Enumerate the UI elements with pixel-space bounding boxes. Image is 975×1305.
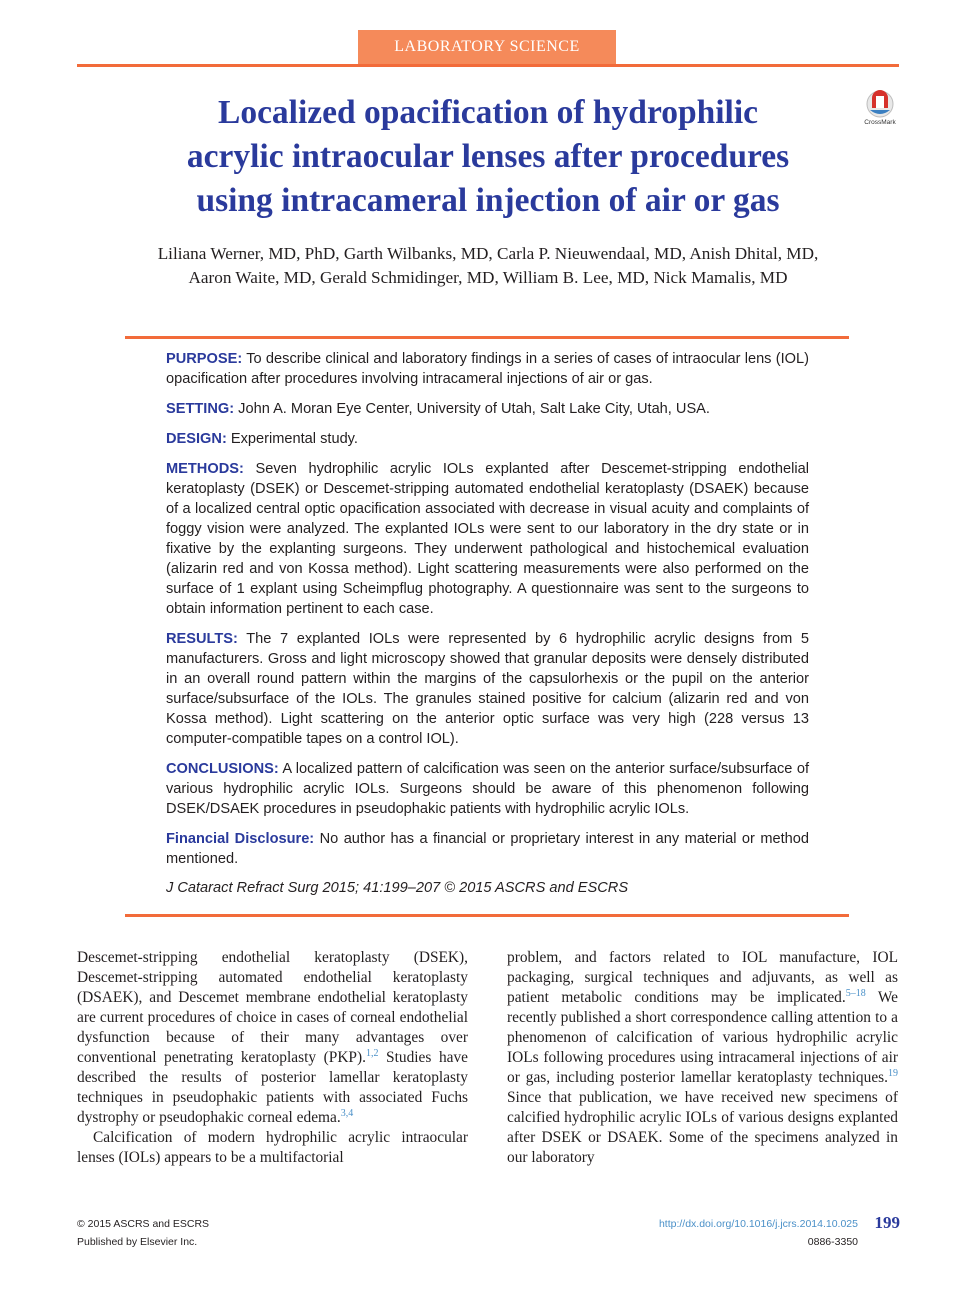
body-paragraph [507,948,898,1168]
body-text: problem, and factors related to IOL manufacture, IOL packaging, surgical techniques and adjuvants, as well as patient metabolic conditions may be implicated. [507,949,898,1006]
title-line: Localized opacification of hydrophilic [217,94,759,131]
author-line: Aaron Waite, MD, Gerald Schmidinger, MD, William B. Lee, MD, Nick Mamalis, MD [188,268,788,287]
body-text: Descemet-stripping endothelial keratoplasty (DSEK), Descemet-stripping automated endothelial keratoplasty (DSAEK), and Descemet membrane endothelial keratoplasty are current procedures of choice in cases of corneal endothelial dysfunction because of their many advantages over conventional penetrating keratoplasty (PKP). [77,949,468,1066]
title-line: acrylic intraocular lenses after procedures [186,138,790,175]
abstract-label: RESULTS: [166,631,238,647]
reference-link[interactable]: 5–18 [845,987,866,999]
abstract-conclusions [166,759,809,819]
abstract-purpose [166,349,809,389]
body-text: We recently published a short correspondence calling attention to a phenomenon of calcification of various hydrophilic acrylic IOLs following procedures using intracameral injections of air or gas, including posterior lamellar keratoplasty techniques. [507,989,898,1086]
section-label: LABORATORY SCIENCE [358,30,616,64]
abstract-bottom-rule [125,914,849,917]
abstract-text: John A. Moran Eye Center, University of Utah, Salt Lake City, Utah, USA. [238,401,710,417]
crossmark-label: CrossMark [864,119,896,126]
abstract-top-rule [125,336,849,339]
body-text: Since that publication, we have received new specimens of calcified hydrophilic acrylic IOLs of various designs explanted after DSEK or DSAEK. Some of the specimens analyzed in our laboratory [507,1089,898,1166]
footer-publisher: Published by Elsevier Inc. [77,1236,198,1248]
doi-link[interactable]: http://dx.doi.org/10.1016/j.jcrs.2014.10.025 [658,1218,858,1230]
reference-link[interactable]: 19 [888,1067,898,1079]
body-paragraph: Calcification of modern hydrophilic acrylic intraocular lenses (IOLs) appears to be a multifactorial [77,1129,468,1166]
body-column-left [77,948,468,1168]
abstract-text: To describe clinical and laboratory findings in a series of cases of intraocular lens (IOL) opacification after procedures involving intracameral injections of air or gas. [166,351,809,387]
abstract-methods [166,459,809,619]
author-line: Liliana Werner, MD, PhD, Garth Wilbanks, MD, Carla P. Nieuwendaal, MD, Anish Dhital, MD, [157,244,819,263]
body-paragraph [77,948,468,1128]
page-number: 199 [874,1213,900,1232]
article-title [110,91,866,223]
journal-citation: J Cataract Refract Surg 2015; 41:199–207 © 2015 ASCRS and ESCRS [166,880,629,896]
abstract-label: PURPOSE: [166,351,243,367]
abstract-results [166,629,809,749]
body-column-right [507,948,898,1168]
abstract-disclosure [166,829,809,869]
abstract-label: METHODS: [166,461,244,477]
body-text: Studies have described the results of posterior lamellar keratoplasty techniques in pseudophakic patients with associated Fuchs dystrophy or pseudophakic corneal edema. [77,1049,468,1126]
abstract [166,349,809,879]
author-list [80,242,896,290]
abstract-label: DESIGN: [166,431,227,447]
abstract-setting [166,399,809,419]
reference-link[interactable]: 3,4 [340,1107,354,1119]
header-rule [77,64,899,67]
reference-link[interactable]: 1,2 [365,1047,379,1059]
abstract-text: A localized pattern of calcification was seen on the anterior surface/subsurface of various hydrophilic acrylic IOLs. Surgeons should be aware of this phenomenon following DSEK/DSAEK procedures in pseudophakic patients with hydrophilic acrylic IOLs. [166,761,809,817]
footer-copyright: © 2015 ASCRS and ESCRS [77,1218,210,1230]
issn: 0886-3350 [807,1236,858,1248]
abstract-label: Financial Disclosure: [166,831,315,847]
abstract-label: CONCLUSIONS: [166,761,279,777]
abstract-design [166,429,809,449]
abstract-text: No author has a financial or proprietary interest in any material or method mentioned. [166,831,809,867]
abstract-text: The 7 explanted IOLs were represented by 6 hydrophilic acrylic designs from 5 manufacturers. Gross and light microscopy showed that granular deposits were densely distributed in an overall round pattern within the margins of the capsulorhexis or the pupil on the anterior surface/subsurface of the IOLs. The granules stained positive for calcium (alizarin red and von Kossa method). Light scattering on the anterior optic surface was very high (228 versus 13 computer-compatible tapes on a control IOL). [166,631,809,747]
abstract-label: SETTING: [166,401,235,417]
abstract-text: Experimental study. [230,431,358,447]
title-line: using intracameral injection of air or gas [196,182,780,219]
abstract-text: Seven hydrophilic acrylic IOLs explanted after Descemet-stripping endothelial keratoplasty (DSEK) or Descemet-stripping automated endothelial keratoplasty (DSAEK) because of a localized central optic opacification associated with decrease in visual acuity and complaints of foggy vision were analyzed. The explanted IOLs were sent to our laboratory in the dry state or in fixative by the explanting surgeons. They underwent pathological and histochemical evaluation (alizarin red and von Kossa method). Light scattering measurements were also performed on the surface of 1 explant using Scheimpflug photography. A questionnaire was sent to the surgeons to obtain information pertinent to each case. [166,461,810,617]
